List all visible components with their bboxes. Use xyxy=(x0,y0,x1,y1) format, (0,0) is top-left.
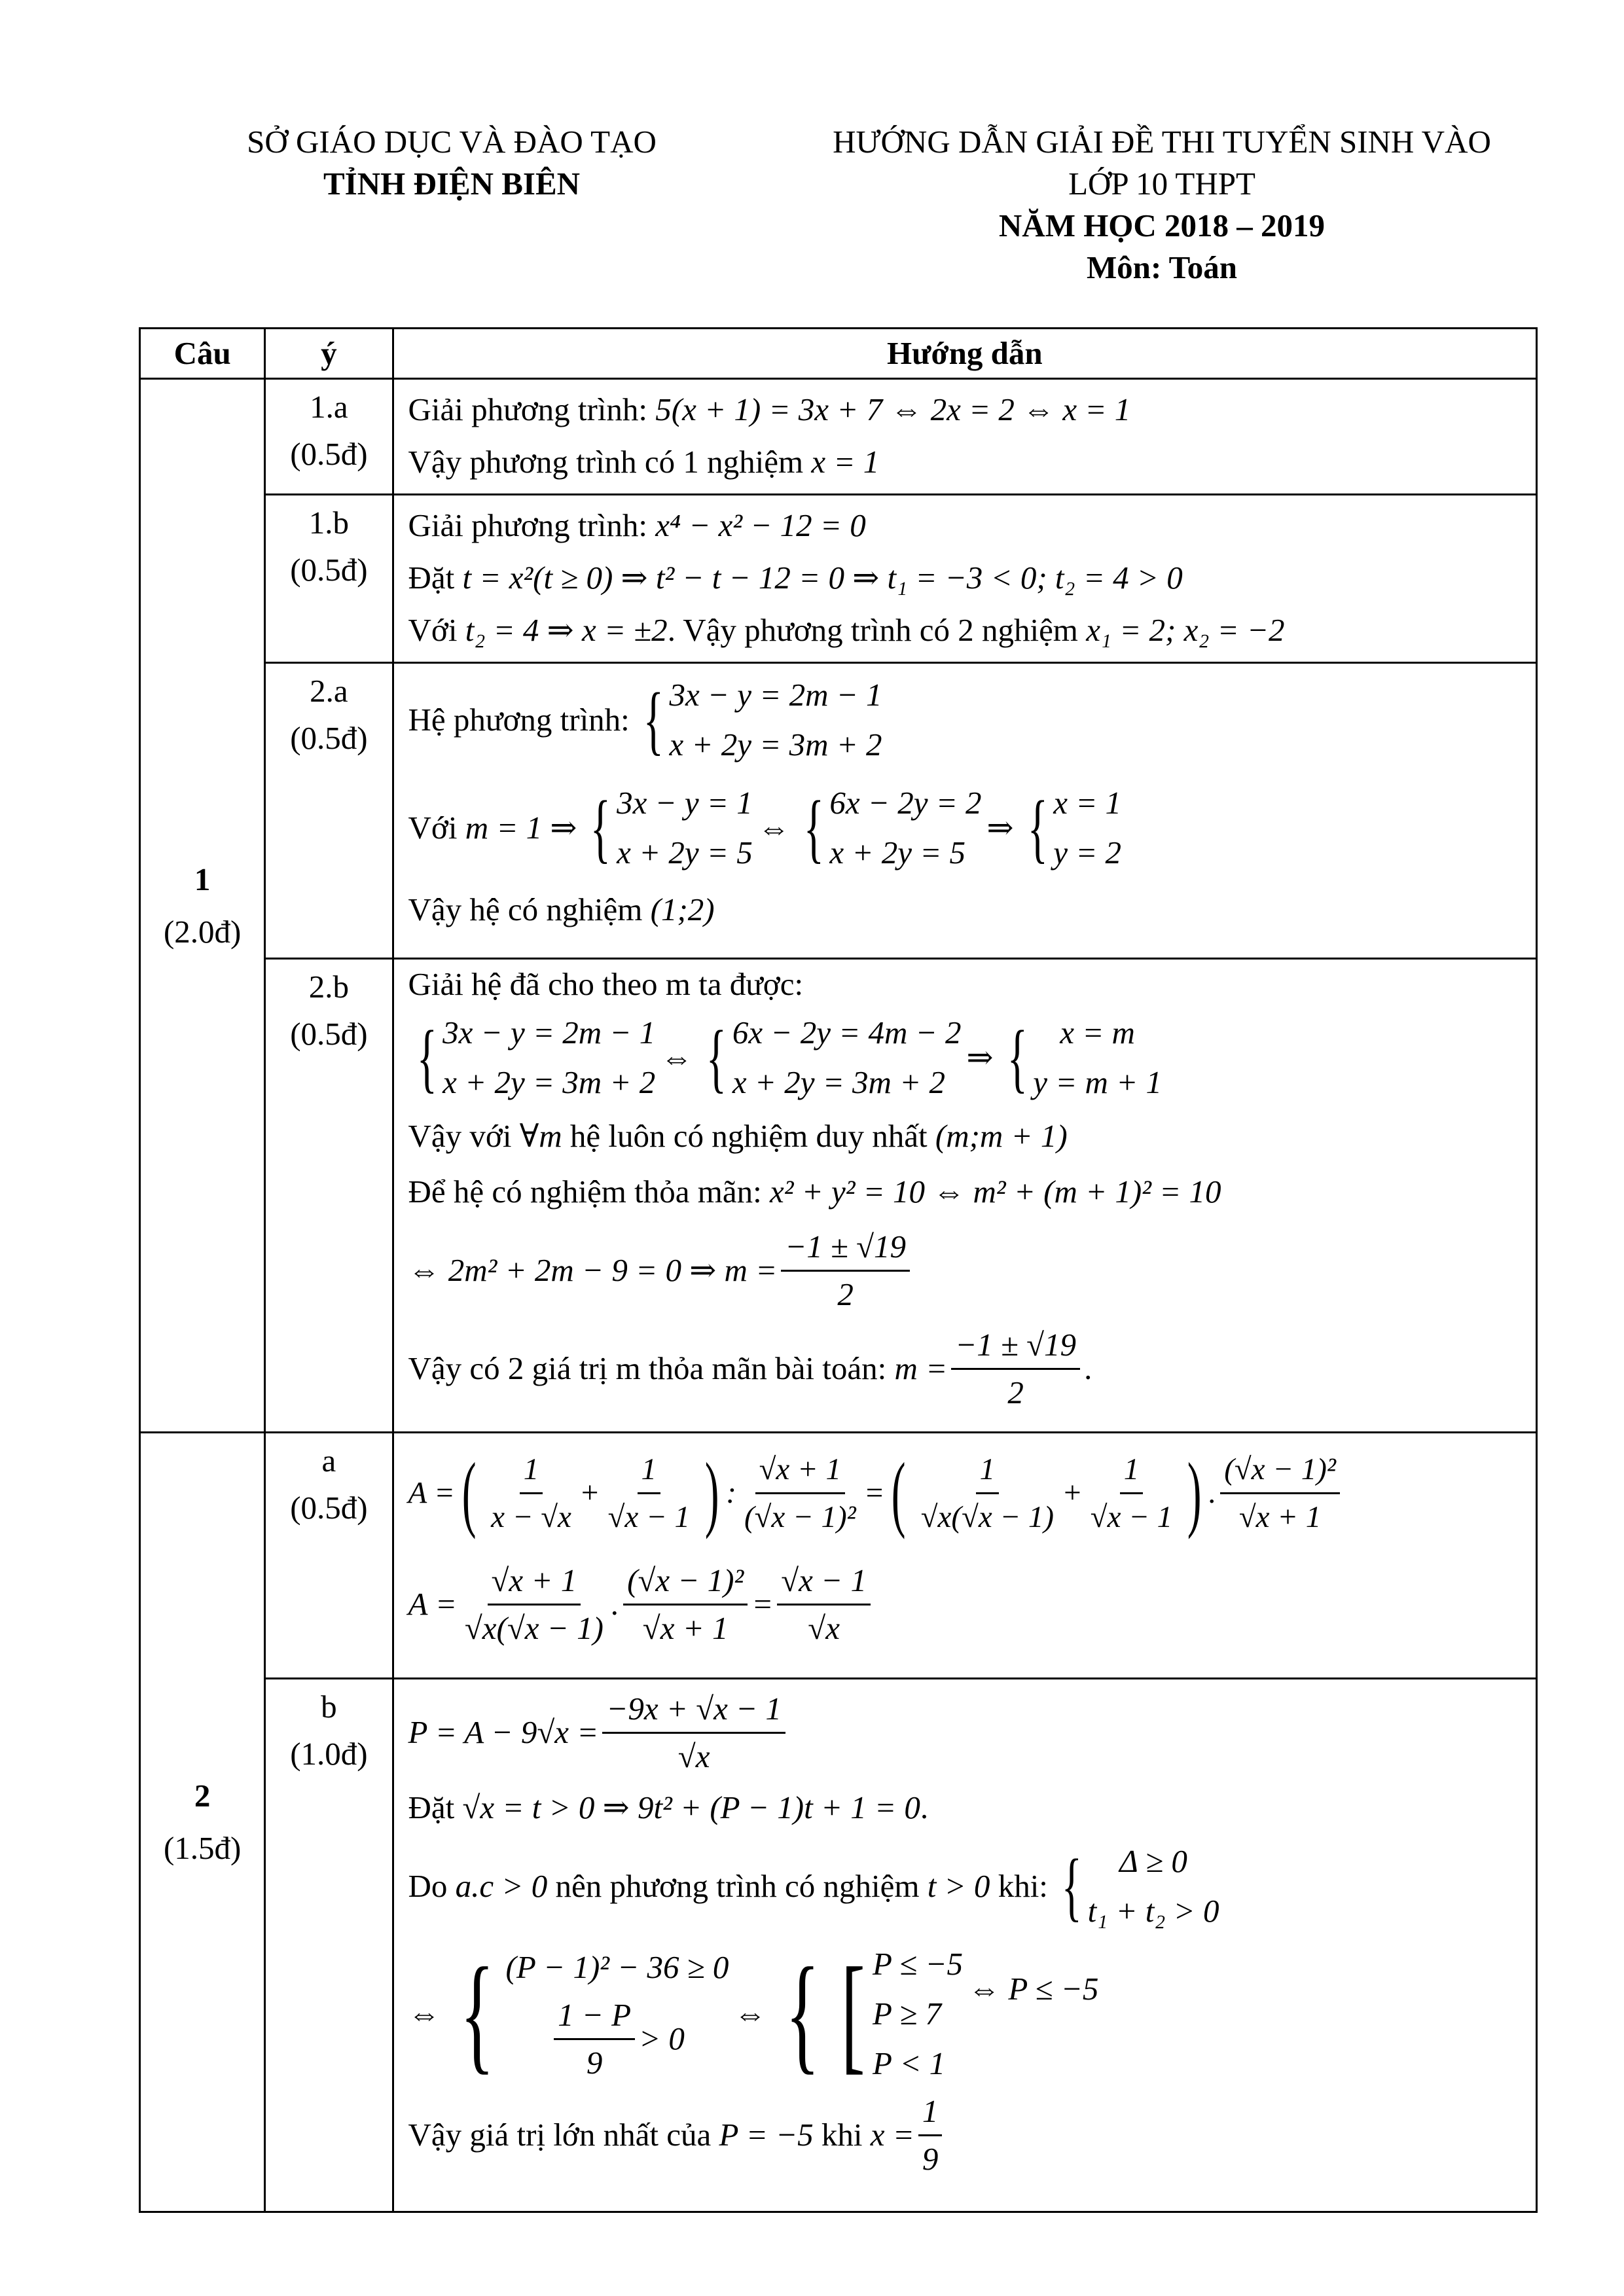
system-row: x + 2y = 3m + 2 xyxy=(669,726,882,762)
answer-table xyxy=(139,327,1538,2213)
solution-line: Giải hệ đã cho theo m ta được: xyxy=(408,966,804,1002)
solution-cell xyxy=(393,495,1536,663)
math-expression: P = A − 9√x = xyxy=(408,1714,599,1750)
system-row: x + 2y = 5 xyxy=(829,834,966,870)
math-expression: a.c > 0 xyxy=(455,1868,548,1904)
right-paren-icon: ) xyxy=(704,1446,719,1540)
fraction xyxy=(951,1322,1080,1416)
fraction-denominator: √x + 1 xyxy=(1238,1499,1322,1534)
brace-icon: { xyxy=(803,785,824,870)
fraction-numerator: 1 xyxy=(520,1446,543,1494)
fraction-denominator: √x + 1 xyxy=(642,1609,729,1646)
solution-line xyxy=(408,1834,1536,1939)
brace-icon: { xyxy=(643,677,664,762)
system-row: (P − 1)² − 36 ≥ 0 xyxy=(505,1948,729,1985)
text: Vậy phương trình có 1 nghiệm xyxy=(408,444,804,480)
solution-cell xyxy=(393,1433,1536,1679)
part-points: (0.5đ) xyxy=(290,436,368,472)
math-expression: P = −5 xyxy=(719,2117,814,2153)
part-cell xyxy=(265,663,393,959)
fraction-numerator: −1 ± √19 xyxy=(951,1322,1080,1370)
fraction-numerator: √x − 1 xyxy=(777,1558,871,1605)
doc-title-line2: LỚP 10 THPT xyxy=(1068,166,1255,202)
part-label: 2.b xyxy=(308,969,350,1005)
question-2-cell xyxy=(140,1433,265,2212)
solution-cell xyxy=(393,663,1536,959)
fraction xyxy=(740,1446,860,1540)
part-cell xyxy=(265,1679,393,2212)
part-points: (1.0đ) xyxy=(290,1736,368,1772)
text: Vậy hệ có nghiệm xyxy=(408,891,643,927)
right-paren-icon: ) xyxy=(1187,1446,1202,1540)
brace-icon: { xyxy=(1007,1014,1028,1100)
brace-icon: { xyxy=(706,1014,727,1100)
fraction-denominator: √x − 1 xyxy=(607,1499,690,1534)
fraction xyxy=(602,1686,785,1780)
solution-cell xyxy=(393,959,1536,1433)
math-expression: x = 1 xyxy=(811,444,880,480)
col-header-huongdan: Hướng dẫn xyxy=(393,329,1536,379)
fraction-numerator: (√x − 1)² xyxy=(623,1558,748,1605)
school-year: NĂM HỌC 2018 – 2019 xyxy=(998,207,1326,243)
implies-symbol: ⇒ xyxy=(986,810,1014,846)
math-expression: (m;m + 1) xyxy=(935,1118,1068,1154)
fraction-denominator: √x xyxy=(677,1738,710,1774)
solution-line xyxy=(408,1162,1536,1221)
system-row: x = 1 xyxy=(1053,785,1122,821)
math-expression: t₂ = 4 ⇒ x = ±2 xyxy=(465,612,668,648)
question-points: (2.0đ) xyxy=(163,913,242,950)
text: khi: xyxy=(998,1868,1048,1904)
part-points: (0.5đ) xyxy=(290,1490,368,1526)
equation-system xyxy=(1019,778,1121,878)
math-expression: x = xyxy=(870,2117,914,2153)
fraction-numerator: √x + 1 xyxy=(488,1558,581,1605)
part-cell xyxy=(265,959,393,1433)
question-number: 1 xyxy=(194,861,211,897)
bracket-icon: [ xyxy=(841,1941,866,2086)
solution-line xyxy=(408,604,1536,656)
math-expression: ⇔ 2m² + 2m − 9 = 0 ⇒ m = xyxy=(408,1252,778,1288)
fraction-denominator: (√x − 1)² xyxy=(744,1499,856,1534)
fraction xyxy=(1220,1446,1340,1540)
equation-system xyxy=(408,1008,656,1107)
system-row: 6x − 2y = 4m − 2 xyxy=(732,1014,962,1050)
header-left xyxy=(196,121,707,205)
solution-cell xyxy=(393,379,1536,495)
text: Do xyxy=(408,1868,448,1904)
question-number: 2 xyxy=(194,1778,211,1814)
implies-symbol: ⇒ xyxy=(966,1039,994,1075)
solution-line xyxy=(408,1319,1536,1418)
math-expression: m = 1 ⇒ xyxy=(465,810,577,846)
math-expression: t > 0 xyxy=(927,1868,990,1904)
fraction-numerator: 1 xyxy=(976,1446,1000,1494)
fraction-numerator: 1 − P xyxy=(554,1992,635,2040)
solution-line xyxy=(408,1110,1536,1162)
fraction xyxy=(917,1446,1058,1540)
fraction xyxy=(604,1446,694,1540)
equation-system xyxy=(1053,1837,1219,1936)
system-row: x = m xyxy=(1060,1014,1135,1050)
table-row xyxy=(140,663,1537,959)
brace-icon: { xyxy=(1027,785,1048,870)
doc-title-line1: HƯỚNG DẪN GIẢI ĐỀ THI TUYỂN SINH VÀO xyxy=(833,124,1491,160)
part-points: (0.5đ) xyxy=(290,552,368,588)
question-1-cell xyxy=(140,379,265,1433)
header-right xyxy=(772,121,1551,289)
math-expression: (1;2) xyxy=(650,891,715,927)
math-expression: A = xyxy=(408,1476,455,1510)
fraction xyxy=(461,1558,607,1651)
system-row: 3x − y = 2m − 1 xyxy=(669,677,882,713)
text: Vậy với xyxy=(408,1118,512,1154)
fraction-numerator: 1 xyxy=(918,2089,943,2136)
solution-line xyxy=(408,1683,1536,1782)
math-expression: A = xyxy=(408,1586,457,1622)
system-row: P ≤ −5 xyxy=(873,1946,964,1982)
math-expression: x⁴ − x² − 12 = 0 xyxy=(655,507,866,543)
part-label: 1.b xyxy=(308,505,350,541)
solution-line xyxy=(408,772,1536,884)
system-row: 3x − y = 2m − 1 xyxy=(442,1014,656,1050)
left-paren-icon: ( xyxy=(461,1446,477,1540)
equation-system xyxy=(582,778,752,878)
math-expression: 5(x + 1) = 3x + 7 ⇔ 2x = 2 ⇔ x = 1 xyxy=(655,391,1131,427)
table-header-row xyxy=(140,329,1537,379)
brace-icon: { xyxy=(590,785,611,870)
part-cell xyxy=(265,495,393,663)
equation-system xyxy=(999,1008,1162,1107)
solution-line xyxy=(408,499,1536,552)
solution-line: A = $\frac{√x + 1}{√x(√x - 1)}$ . $\frac{\text{(√x − 1)²}}{√x + 1}$ = $\frac{√x - 1}{√x}$ xyxy=(408,1549,1536,1660)
fraction xyxy=(623,1558,748,1651)
col-header-y: ý xyxy=(265,329,393,379)
text: Vậy có 2 giá trị m thỏa mãn bài toán: xyxy=(408,1350,887,1386)
text: Hệ phương trình: xyxy=(408,702,630,738)
solution-line xyxy=(408,436,1536,488)
text: Để hệ có nghiệm thỏa mãn: xyxy=(408,1174,762,1210)
part-cell xyxy=(265,1433,393,1679)
math-expression: ∀m xyxy=(519,1118,562,1154)
equivalence-symbol: ⇔ xyxy=(408,1996,441,2032)
fraction xyxy=(554,1992,635,2086)
solution-line xyxy=(408,668,1536,772)
part-label: b xyxy=(321,1689,337,1725)
part-points: (0.5đ) xyxy=(290,1016,368,1052)
col-header-cau: Câu xyxy=(140,329,265,379)
fraction-numerator: −1 ± √19 xyxy=(781,1224,910,1272)
question-points: (1.5đ) xyxy=(163,1830,242,1866)
fraction-numerator: √x + 1 xyxy=(755,1446,845,1494)
brace-icon: { xyxy=(416,1014,437,1100)
text: hệ luôn có nghiệm duy nhất xyxy=(569,1118,928,1154)
fraction-denominator: √x(√x − 1) xyxy=(464,1609,604,1646)
fraction-numerator: 1 xyxy=(638,1446,661,1494)
math-expression: x² + y² = 10 ⇔ m² + (m + 1)² = 10 xyxy=(769,1174,1221,1210)
fraction-denominator: √x(√x − 1) xyxy=(920,1499,1055,1534)
department-name: SỞ GIÁO DỤC VÀ ĐÀO TẠO xyxy=(247,124,657,160)
solution-line: Đặt √x = t > 0 ⇒ 9t² + (P − 1)t + 1 = 0. xyxy=(408,1789,929,1825)
fraction-denominator: 9 xyxy=(922,2140,939,2177)
equation-system xyxy=(635,670,882,770)
part-label: 1.a xyxy=(310,389,348,425)
part-cell xyxy=(265,379,393,495)
math-expression: √x = t > 0 ⇒ 9t² + (P − 1)t + 1 = 0 xyxy=(462,1789,920,1825)
part-label: 2.a xyxy=(310,673,348,709)
brace-icon: { xyxy=(785,1941,820,2086)
equivalence-symbol: ⇔ xyxy=(660,1039,693,1075)
solution-line xyxy=(408,1221,1536,1319)
system-row: 6x − 2y = 2 xyxy=(829,785,982,821)
fraction-numerator: (√x − 1)² xyxy=(1220,1446,1340,1494)
fraction-numerator: 1 xyxy=(1120,1446,1144,1494)
system-row: x + 2y = 3m + 2 xyxy=(732,1064,945,1100)
math-expression: > 0 xyxy=(639,2020,685,2056)
part-label: a xyxy=(321,1443,336,1479)
math-expression: t = x²(t ≥ 0) ⇒ t² − t − 12 = 0 ⇒ t₁ = −3 < 0; t₂ = 4 > 0 xyxy=(462,560,1183,596)
fraction xyxy=(781,1224,910,1318)
text: Vậy giá trị lớn nhất của xyxy=(408,2117,712,2153)
solution-line xyxy=(408,384,1536,436)
system-row xyxy=(550,1992,685,2086)
fraction-denominator: √x xyxy=(808,1609,840,1646)
system-row: x + 2y = 3m + 2 xyxy=(442,1064,656,1100)
table-row xyxy=(140,495,1537,663)
table-row xyxy=(140,379,1537,495)
solution-line xyxy=(408,1005,1536,1110)
fraction-denominator: 2 xyxy=(1007,1374,1024,1410)
fraction xyxy=(1087,1446,1176,1540)
fraction xyxy=(487,1446,575,1540)
system-row: P ≥ 7 xyxy=(873,1996,941,2032)
text: Giải phương trình: xyxy=(408,507,648,543)
solution-line xyxy=(408,2089,1536,2181)
province-name: TỈNH ĐIỆN BIÊN xyxy=(323,166,581,202)
math-expression: x₁ = 2; x₂ = −2 xyxy=(1086,612,1285,648)
text: Đặt xyxy=(408,560,455,596)
system-row: t₁ + t₂ > 0 xyxy=(1087,1893,1219,1929)
table-row xyxy=(140,959,1537,1433)
fraction-denominator: 9 xyxy=(586,2044,603,2081)
table-row xyxy=(140,1679,1537,2212)
text: Với xyxy=(408,612,458,648)
system-row: Δ ≥ 0 xyxy=(1119,1843,1187,1879)
solution-line xyxy=(408,1939,1536,2089)
part-points: (0.5đ) xyxy=(290,720,368,756)
left-paren-icon: ( xyxy=(892,1446,906,1540)
fraction-numerator: −9x + √x − 1 xyxy=(602,1686,785,1734)
equation-system xyxy=(446,1943,729,2086)
text: nên phương trình có nghiệm xyxy=(555,1868,920,1904)
equation-system xyxy=(795,778,982,878)
fraction-denominator: x − √x xyxy=(491,1499,571,1534)
math-expression: m = xyxy=(894,1350,948,1386)
fraction-denominator: 2 xyxy=(837,1276,854,1312)
fraction xyxy=(777,1558,871,1651)
solution-line xyxy=(408,552,1536,604)
system-row: P < 1 xyxy=(873,2045,946,2081)
equivalence-symbol: ⇔ xyxy=(757,810,790,846)
text: Đặt xyxy=(408,1789,455,1825)
fraction-denominator: √x − 1 xyxy=(1090,1499,1173,1534)
text: Với xyxy=(408,810,458,846)
text: Giải phương trình: xyxy=(408,391,648,427)
system-row: y = 2 xyxy=(1053,834,1122,870)
table-row xyxy=(140,1433,1537,1679)
equivalence-symbol: ⇔ xyxy=(734,1996,767,2032)
period: . xyxy=(1084,1350,1092,1386)
equation-system xyxy=(698,1008,961,1107)
math-expression: ⇔ P ≤ −5 xyxy=(968,1971,1099,2007)
text: . Vậy phương trình có 2 nghiệm xyxy=(667,612,1078,648)
solution-cell xyxy=(393,1679,1536,2212)
brace-icon: { xyxy=(1061,1843,1082,1929)
solution-line xyxy=(408,884,1536,936)
brace-icon: { xyxy=(460,1941,494,2086)
system-row: 3x − y = 1 xyxy=(617,785,753,821)
equation-system xyxy=(771,1939,963,2089)
text: khi xyxy=(821,2117,863,2153)
system-row: y = m + 1 xyxy=(1033,1064,1162,1100)
fraction xyxy=(918,2089,943,2182)
system-row: x + 2y = 5 xyxy=(617,834,753,870)
subject: Môn: Toán xyxy=(1086,249,1238,285)
solution-line: A = ( $\frac{1}{x - √x}$ + $\frac{1}{√x - 1}$ ) : $\frac{√x + 1}{\text{(√x − 1)²}}$ = ( $\frac{1}{√x(√x - 1)}$ + $\frac{1}{√x - 1}$ ) . $\frac{\text{(√x − 1)²}}{√x + 1}$ xyxy=(408,1437,1536,1549)
